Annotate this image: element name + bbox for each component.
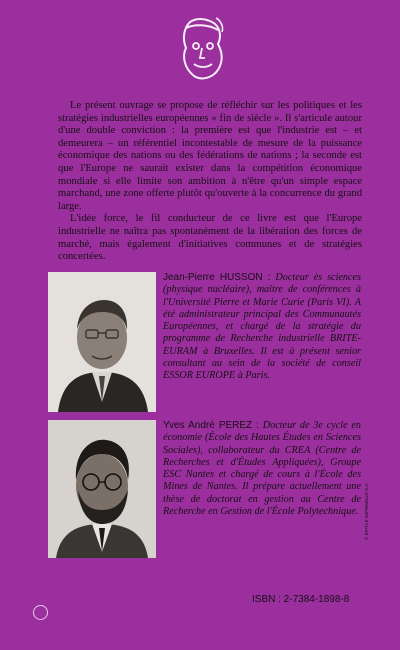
isbn-label: ISBN : 2-7384-1898-8 [252,594,350,605]
printer-credit: © EFFICE IMPRIMEUR S.A. [364,482,369,540]
author-photo-perez [48,420,156,558]
author-photo-husson [48,272,156,412]
author-name: Jean-Pierre HUSSON : [163,272,271,283]
author-description: Docteur ès sciences (physique nucléaire), maître de conférences à l'Université Pierre et Marie Curie (Paris VI). A été administrateur principal des Communautés Européennes, et chargé de la stratégie du programme de Recherche industrielle BRITE-EURAM à Bruxelles. Il est à présent senior consultant au sein de la société de conseil ESSOR EUROPE à Paris. [163,272,362,382]
author-bio-perez [163,420,361,518]
registration-circle-icon [33,605,48,620]
intro-paragraph-1: Le présent ouvrage se propose de réfléchir sur les politiques et les stratégies industrielles européennes « fin de siècle ». Il s'articule autour d'une double conviction : la première est que l'industrie est – et demeurera – un référentiel incontestable de mesure de la puissance économique des nations ou des fédérations de nations ; la seconde est que l'Europe ne saurait exister dans la compétition économique mondiale si elle limite son ambition à n'être qu'un simple espace marchand, une zone offerte plutôt qu'ouverte à la concurrence du grand large. [58,100,362,212]
introduction-text [58,100,362,264]
intro-paragraph-2: L'idée force, le fil conducteur de ce livre est que l'Europe industrielle ne naîtra pas spontanément de la libération des forces de marché, mais également d'initiatives communes et de stratégies concertées. [58,213,362,263]
author-bio-husson [163,272,361,383]
publisher-logo-icon [174,14,230,84]
author-name: Yves André PEREZ : [163,420,259,431]
author-description: Docteur de 3e cycle en économie (École des Hautes Études en Sciences Sociales), collaborateur du CREA (Centre de Recherches et d'Études Appliquées), Groupe ESC Nantes et chargé de cours à l'École des Mines de Nantes. Il prépare actuellement une thèse de doctorat en gestion au Centre de Recherche en Gestion de l'École Polytechnique. [163,420,362,518]
